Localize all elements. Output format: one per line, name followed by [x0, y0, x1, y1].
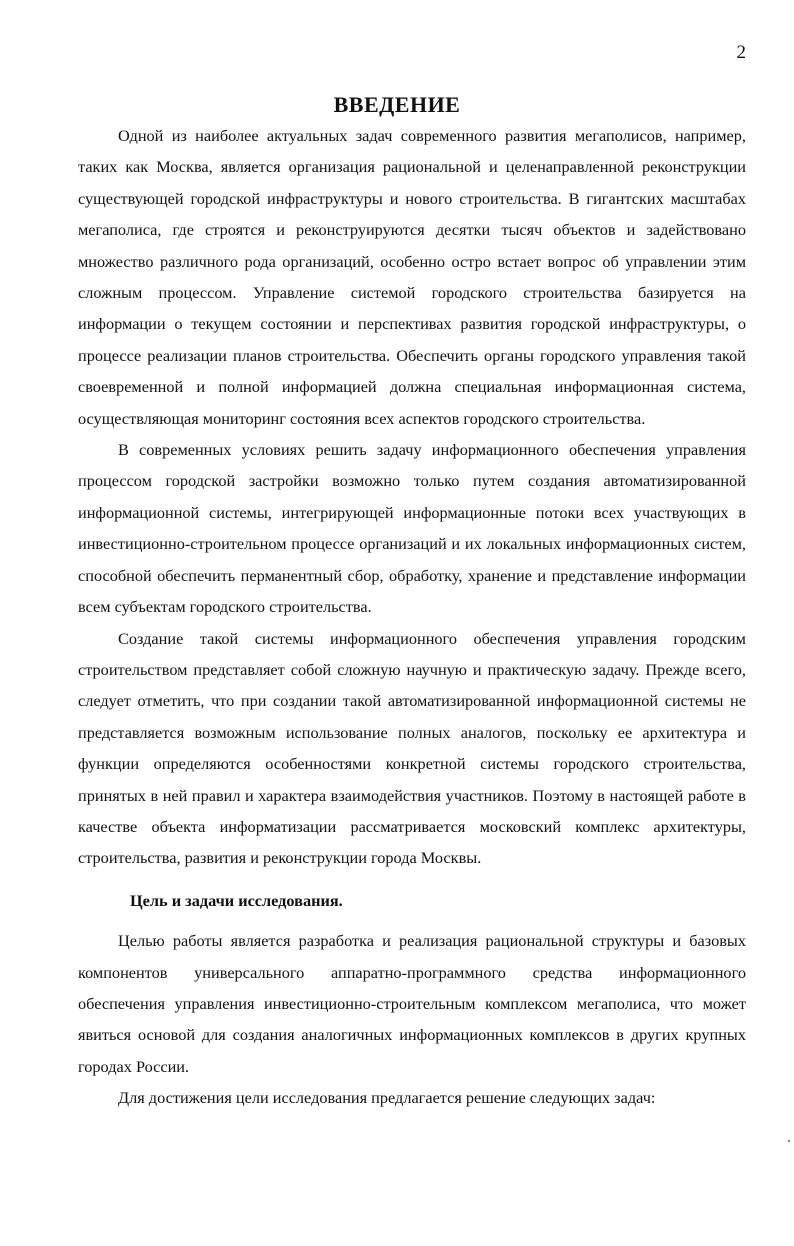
intro-paragraph-3: Создание такой системы информационного обеспечения управления городским строительством представляет собой сложную научную и практическую задачу. Прежде всего, следует отметить, что при создании такой автоматизированной информационной системы не представляется возможным использование полных аналогов, поскольку ее архитектура и функции определяются особенностями конкретной системы городского строительства, принятых в ней правил и характера взаимодействия участников. Поэтому в настоящей работе в качестве объекта информатизации рассматривается московский комплекс архитектуры, строительства, развития и реконструкции города Москвы. [78, 628, 746, 868]
document-body [78, 120, 746, 1114]
scan-edge-mark [788, 1140, 790, 1142]
intro-paragraph-1: Одной из наиболее актуальных задач современного развития мегаполисов, например, таких как Москва, является организация рациональной и целенаправленной реконструкции существующей городской инфраструктуры и нового строительства. В гигантских масштабах мегаполиса, где строятся и реконструируются десятки тысяч объектов и задействовано множество различного рода организаций, особенно остро встает вопрос об управлении этим сложным процессом. Управление системой городского строительства базируется на информации о текущем состоянии и перспективах развития городской инфраструктуры, о процессе реализации планов строительства. Обеспечить органы городского управления такой своевременной и полной информацией должна специальная информационная система, осуществляющая мониторинг состояния всех аспектов городского строительства. [78, 126, 746, 428]
goal-paragraph: Целью работы является разработка и реализация рациональной структуры и базовых компонентов универсального аппаратно-программного средства информационного обеспечения управления инвестиционно-строительным комплексом мегаполиса, что может явиться основой для создания аналогичных информационных комплексов в других крупных городах России. [78, 931, 746, 1076]
page-number: 2 [736, 42, 746, 63]
page-title: ВВЕДЕНИЕ [333, 92, 461, 117]
intro-paragraph-2: В современных условиях решить задачу информационного обеспечения управления процессом городской застройки возможно только путем создания автоматизированной информационной системы, интегрирующей информационные потоки всех участвующих в инвестиционно-строительном процессе организаций и их локальных информационных систем, способной обеспечить перманентный сбор, обработку, хранение и представление информации всем субъектам городского строительства. [78, 440, 746, 617]
section-heading: Цель и задачи исследования. [130, 890, 343, 910]
tasks-intro-paragraph: Для достижения цели исследования предлагается решение следующих задач: [118, 1088, 656, 1108]
